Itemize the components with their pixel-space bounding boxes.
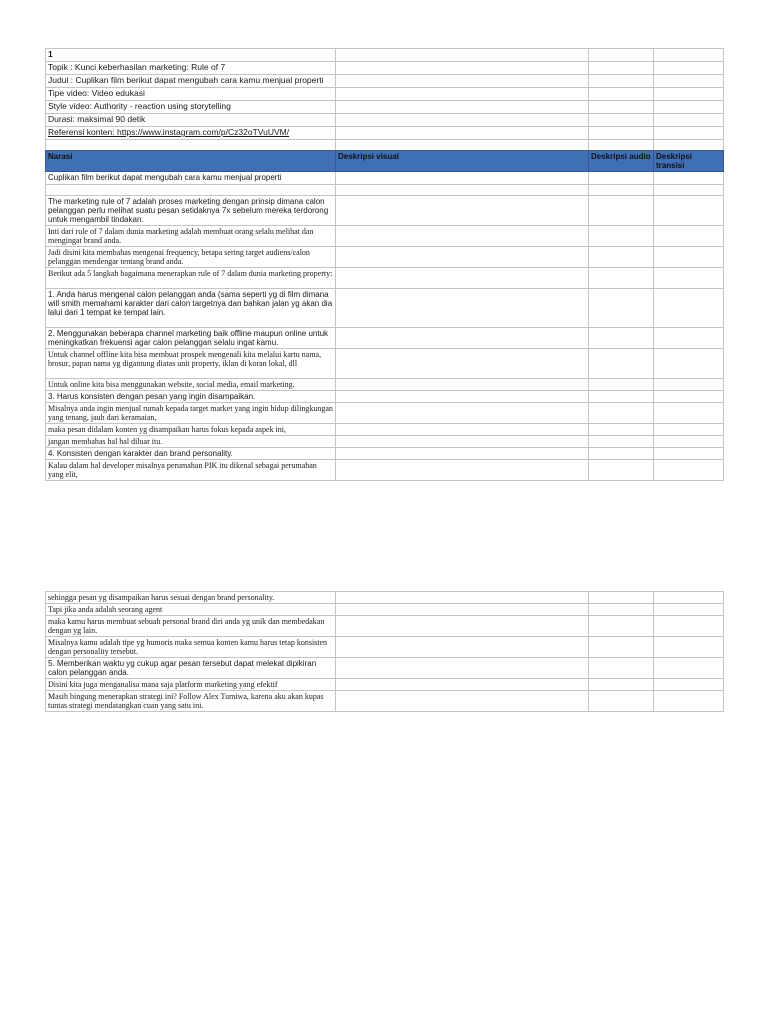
script-table <box>45 150 724 481</box>
narasi-cell[interactable]: maka pesan didalam konten yg disampaikan harus fokus kepada aspek ini, <box>46 424 336 436</box>
narasi-cell[interactable]: Cuplikan film berikut dapat mengubah cara kamu menjual properti <box>46 172 336 185</box>
narasi-cell[interactable]: jangan membahas hal hal diluar itu. <box>46 436 336 448</box>
visual-cell[interactable] <box>336 226 589 247</box>
table-row <box>46 226 724 247</box>
meta-row <box>46 49 724 62</box>
empty-cell[interactable] <box>336 62 589 75</box>
transisi-cell[interactable] <box>654 460 724 481</box>
topic-cell[interactable]: Topik : Kunci keberhasilan marketing: Rule of 7 <box>46 62 336 75</box>
transisi-cell[interactable] <box>654 403 724 424</box>
column-header-narasi[interactable]: Narasi <box>46 151 336 172</box>
table-row <box>46 616 724 637</box>
visual-cell[interactable] <box>336 289 589 328</box>
transisi-cell[interactable] <box>654 185 724 196</box>
narasi-cell[interactable]: 1. Anda harus mengenal calon pelanggan anda (sama seperti yg di film dimana will smith memahami karakter dari calon targetnya dan bahkan jalan yg akan dia lalui dari 1 tempat ke tempat lain. <box>46 289 336 328</box>
narasi-cell[interactable] <box>46 185 336 196</box>
video-style-cell[interactable]: Style video: Authority - reaction using storytelling <box>46 101 336 114</box>
empty-cell[interactable] <box>654 75 724 88</box>
audio-cell[interactable] <box>589 460 654 481</box>
visual-cell[interactable] <box>336 637 589 658</box>
narasi-cell[interactable]: 4. Konsisten dengan karakter dan brand personality. <box>46 448 336 460</box>
narasi-cell[interactable]: Jadi disini kita membahas mengenai frequency, betapa sering target audiens/calon pelanggan mendengar tentang brand anda. <box>46 247 336 268</box>
audio-cell[interactable] <box>589 268 654 289</box>
transisi-cell[interactable] <box>654 196 724 226</box>
transisi-cell[interactable] <box>654 604 724 616</box>
audio-cell[interactable] <box>589 658 654 679</box>
audio-cell[interactable] <box>589 448 654 460</box>
table-row <box>46 679 724 691</box>
empty-cell[interactable] <box>589 114 654 127</box>
visual-cell[interactable] <box>336 691 589 712</box>
audio-cell[interactable] <box>589 436 654 448</box>
audio-cell[interactable] <box>589 691 654 712</box>
empty-cell[interactable] <box>336 101 589 114</box>
visual-cell[interactable] <box>336 448 589 460</box>
table-row <box>46 658 724 679</box>
empty-cell[interactable] <box>336 114 589 127</box>
transisi-cell[interactable] <box>654 172 724 185</box>
visual-cell[interactable] <box>336 379 589 391</box>
visual-cell[interactable] <box>336 172 589 185</box>
table-row <box>46 379 724 391</box>
column-header-audio[interactable]: Deskripsi audio <box>589 151 654 172</box>
transisi-cell[interactable] <box>654 679 724 691</box>
empty-cell[interactable] <box>589 75 654 88</box>
header-row <box>46 151 724 172</box>
transisi-cell[interactable] <box>654 637 724 658</box>
narasi-cell[interactable]: The marketing rule of 7 adalah proses marketing dengan prinsip dimana calon pelanggan perlu melihat suatu pesan setidaknya 7x sebelum mereka terdorong untuk mengambil tindakan. <box>46 196 336 226</box>
transisi-cell[interactable] <box>654 391 724 403</box>
empty-cell[interactable] <box>336 88 589 101</box>
script-rows-continued <box>46 592 724 712</box>
visual-cell[interactable] <box>336 658 589 679</box>
audio-cell[interactable] <box>589 226 654 247</box>
transisi-cell[interactable] <box>654 691 724 712</box>
column-header-visual[interactable]: Deskripsi visual <box>336 151 589 172</box>
visual-cell[interactable] <box>336 349 589 379</box>
visual-cell[interactable] <box>336 424 589 436</box>
empty-cell[interactable] <box>654 114 724 127</box>
visual-cell[interactable] <box>336 679 589 691</box>
audio-cell[interactable] <box>589 247 654 268</box>
empty-cell[interactable] <box>654 62 724 75</box>
narasi-cell[interactable]: 3. Harus konsisten dengan pesan yang ingin disampaikan. <box>46 391 336 403</box>
empty-cell[interactable] <box>589 127 654 140</box>
script-number[interactable]: 1 <box>46 49 336 62</box>
visual-cell[interactable] <box>336 247 589 268</box>
audio-cell[interactable] <box>589 604 654 616</box>
transisi-cell[interactable] <box>654 658 724 679</box>
empty-cell[interactable] <box>589 88 654 101</box>
narasi-cell[interactable]: 5. Memberikan waktu yg cukup agar pesan tersebut dapat melekat dipikiran calon pelanggan anda. <box>46 658 336 679</box>
meta-row <box>46 88 724 101</box>
table-row <box>46 185 724 196</box>
visual-cell[interactable] <box>336 403 589 424</box>
table-row <box>46 592 724 604</box>
table-row <box>46 403 724 424</box>
transisi-cell[interactable] <box>654 424 724 436</box>
title-cell[interactable]: Judul : Cuplikan film berikut dapat mengubah cara kamu menjual properti <box>46 75 336 88</box>
table-row <box>46 448 724 460</box>
narasi-cell[interactable]: Kalau dalam hal developer misalnya perumahan PIK itu dikenal sebagai perumahan yang elit, <box>46 460 336 481</box>
meta-row <box>46 114 724 127</box>
audio-cell[interactable] <box>589 328 654 349</box>
visual-cell[interactable] <box>336 196 589 226</box>
audio-cell[interactable] <box>589 196 654 226</box>
narasi-cell[interactable]: Disini kita juga menganalisa mana saja platform marketing yang efektif <box>46 679 336 691</box>
audio-cell[interactable] <box>589 172 654 185</box>
empty-cell[interactable] <box>654 88 724 101</box>
empty-cell[interactable] <box>336 127 589 140</box>
visual-cell[interactable] <box>336 604 589 616</box>
table-row <box>46 268 724 289</box>
visual-cell[interactable] <box>336 436 589 448</box>
narasi-cell[interactable]: Misalnya kamu adalah tipe yg humoris maka semua konten kamu harus tetap konsisten dengan personality tersebut. <box>46 637 336 658</box>
narasi-cell[interactable]: Tapi jika anda adalah seorang agent <box>46 604 336 616</box>
audio-cell[interactable] <box>589 379 654 391</box>
visual-cell[interactable] <box>336 185 589 196</box>
duration-cell[interactable]: Durasi: maksimal 90 detik <box>46 114 336 127</box>
empty-cell[interactable] <box>336 49 589 62</box>
reference-link[interactable]: Referensi konten: https://www.instagram.com/p/Cz32oTVuUVM/ <box>46 127 336 140</box>
table-row <box>46 196 724 226</box>
transisi-cell[interactable] <box>654 379 724 391</box>
visual-cell[interactable] <box>336 460 589 481</box>
transisi-cell[interactable] <box>654 448 724 460</box>
table-row <box>46 391 724 403</box>
audio-cell[interactable] <box>589 403 654 424</box>
table-row <box>46 436 724 448</box>
transisi-cell[interactable] <box>654 349 724 379</box>
visual-cell[interactable] <box>336 328 589 349</box>
empty-cell[interactable] <box>589 101 654 114</box>
empty-cell[interactable] <box>654 101 724 114</box>
transisi-cell[interactable] <box>654 247 724 268</box>
audio-cell[interactable] <box>589 592 654 604</box>
meta-row <box>46 62 724 75</box>
narasi-cell[interactable]: Untuk online kita bisa menggunakan website, social media, email marketing. <box>46 379 336 391</box>
table-row <box>46 637 724 658</box>
script-rows <box>46 172 724 481</box>
transisi-cell[interactable] <box>654 226 724 247</box>
narasi-cell[interactable]: maka kamu harus membuat sebuah personal brand diri anda yg unik dan membedakan dengan yg lain. <box>46 616 336 637</box>
audio-cell[interactable] <box>589 391 654 403</box>
table-row <box>46 247 724 268</box>
narasi-cell[interactable]: Untuk channel offline kita bisa membuat prospek mengenali kita melalui kartu nama, brosur, papan nama yg digantung diatas unit property, iklan di koran lokal, dll <box>46 349 336 379</box>
audio-cell[interactable] <box>589 616 654 637</box>
meta-row <box>46 75 724 88</box>
visual-cell[interactable] <box>336 592 589 604</box>
visual-cell[interactable] <box>336 616 589 637</box>
meta-row <box>46 101 724 114</box>
table-row <box>46 328 724 349</box>
audio-cell[interactable] <box>589 637 654 658</box>
narasi-cell[interactable]: Berikut ada 5 langkah bagaimana menerapkan rule of 7 dalam dunia marketing property: <box>46 268 336 289</box>
audio-cell[interactable] <box>589 424 654 436</box>
audio-cell[interactable] <box>589 185 654 196</box>
metadata-table <box>45 48 724 153</box>
script-table-continued <box>45 591 724 712</box>
transisi-cell[interactable] <box>654 328 724 349</box>
visual-cell[interactable] <box>336 268 589 289</box>
table-row <box>46 460 724 481</box>
narasi-cell[interactable]: sehingga pesan yg disampaikan harus sesuai dengan brand personality. <box>46 592 336 604</box>
transisi-cell[interactable] <box>654 616 724 637</box>
narasi-cell[interactable]: Masih bingung menerapkan strategi ini? Follow Alex Tumiwa, karena aku akan kupas tuntas strategi mendatangkan cuan yang satu ini. <box>46 691 336 712</box>
audio-cell[interactable] <box>589 349 654 379</box>
table-row <box>46 172 724 185</box>
meta-row <box>46 127 724 140</box>
empty-cell[interactable] <box>654 127 724 140</box>
visual-cell[interactable] <box>336 391 589 403</box>
transisi-cell[interactable] <box>654 289 724 328</box>
table-row <box>46 349 724 379</box>
table-row <box>46 604 724 616</box>
video-type-cell[interactable]: Tipe video: Video edukasi <box>46 88 336 101</box>
audio-cell[interactable] <box>589 679 654 691</box>
narasi-cell[interactable]: 2. Menggunakan beberapa channel marketing baik offline maupun online untuk meningkatkan frekuensi agar calon pelanggan selalu ingat kamu. <box>46 328 336 349</box>
column-header-transisi[interactable]: Deskripsi transisi <box>654 151 724 172</box>
audio-cell[interactable] <box>589 289 654 328</box>
empty-cell[interactable] <box>589 62 654 75</box>
transisi-cell[interactable] <box>654 268 724 289</box>
narasi-cell[interactable]: Inti dari rule of 7 dalam dunia marketing adalah membuat orang selalu melihat dan mengingat brand anda. <box>46 226 336 247</box>
empty-cell[interactable] <box>654 49 724 62</box>
table-row <box>46 691 724 712</box>
narasi-cell[interactable]: Misalnya anda ingin menjual rumah kepada target market yang ingin hidup dilingkungan yang tenang, jauh dari keramaian, <box>46 403 336 424</box>
table-row <box>46 289 724 328</box>
empty-cell[interactable] <box>336 75 589 88</box>
table-row <box>46 424 724 436</box>
transisi-cell[interactable] <box>654 592 724 604</box>
empty-cell[interactable] <box>589 49 654 62</box>
transisi-cell[interactable] <box>654 436 724 448</box>
